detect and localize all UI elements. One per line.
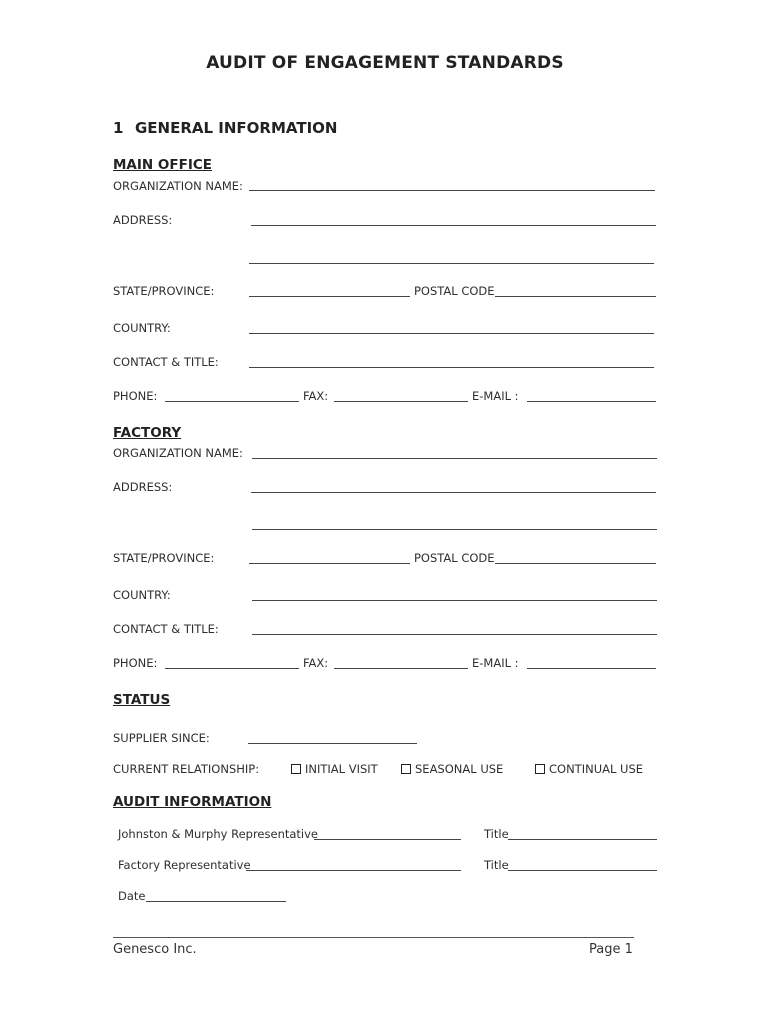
date-field[interactable] <box>146 901 286 902</box>
main-office-country-field[interactable] <box>249 333 654 334</box>
main-office-organization-name-label: ORGANIZATION NAME: <box>113 179 243 193</box>
title-label-1: Title <box>484 827 509 841</box>
jm-representative-label: Johnston & Murphy Representative <box>118 827 318 841</box>
date-label: Date <box>118 889 146 903</box>
factory-email-field[interactable] <box>527 668 656 669</box>
footer-company: Genesco Inc. <box>113 942 197 957</box>
main-office-state-province-label: STATE/PROVINCE: <box>113 284 215 298</box>
seasonal-use-label: SEASONAL USE <box>415 762 504 776</box>
factory-postal-code-label: POSTAL CODE <box>414 551 495 565</box>
factory-state-province-field[interactable] <box>249 563 410 564</box>
continual-use-checkbox[interactable] <box>535 764 545 774</box>
main-office-fax-label: FAX: <box>303 389 329 403</box>
main-office-state-province-field[interactable] <box>249 296 410 297</box>
main-office-address-label: ADDRESS: <box>113 213 173 227</box>
factory-organization-name-field[interactable] <box>252 458 657 459</box>
factory-fax-label: FAX: <box>303 656 329 670</box>
factory-postal-code-field[interactable] <box>495 563 656 564</box>
seasonal-use-checkbox[interactable] <box>401 764 411 774</box>
factory-representative-title-field[interactable] <box>508 870 657 871</box>
title-label-2: Title <box>484 858 509 872</box>
footer-page-number: Page 1 <box>589 942 633 957</box>
main-office-email-label: E-MAIL : <box>472 389 519 403</box>
factory-address-line-1-field[interactable] <box>251 492 656 493</box>
jm-representative-field[interactable] <box>314 839 461 840</box>
main-office-heading: MAIN OFFICE <box>113 157 212 173</box>
factory-contact-title-label: CONTACT & TITLE: <box>113 622 219 636</box>
factory-country-field[interactable] <box>252 600 657 601</box>
factory-heading: FACTORY <box>113 425 182 441</box>
initial-visit-label: INITIAL VISIT <box>305 762 378 776</box>
factory-organization-name-label: ORGANIZATION NAME: <box>113 446 243 460</box>
main-office-phone-field[interactable] <box>165 401 299 402</box>
factory-country-label: COUNTRY: <box>113 588 171 602</box>
current-relationship-label: CURRENT RELATIONSHIP: <box>113 762 260 776</box>
supplier-since-label: SUPPLIER SINCE: <box>113 731 210 745</box>
initial-visit-option[interactable] <box>291 762 378 776</box>
continual-use-option[interactable] <box>535 762 643 776</box>
main-office-country-label: COUNTRY: <box>113 321 171 335</box>
factory-state-province-label: STATE/PROVINCE: <box>113 551 215 565</box>
factory-address-line-2-field[interactable] <box>252 529 657 530</box>
factory-representative-label: Factory Representative <box>118 858 251 872</box>
main-office-contact-title-field[interactable] <box>249 367 654 368</box>
main-office-address-line-1-field[interactable] <box>251 225 656 226</box>
main-office-phone-label: PHONE: <box>113 389 158 403</box>
main-office-contact-title-label: CONTACT & TITLE: <box>113 355 219 369</box>
continual-use-label: CONTINUAL USE <box>549 762 644 776</box>
main-office-postal-code-field[interactable] <box>495 296 656 297</box>
section-number: 1 <box>113 119 124 137</box>
factory-representative-field[interactable] <box>246 870 461 871</box>
status-heading: STATUS <box>113 692 171 708</box>
footer-divider <box>113 937 634 938</box>
factory-phone-field[interactable] <box>165 668 299 669</box>
main-office-fax-field[interactable] <box>334 401 468 402</box>
supplier-since-field[interactable] <box>248 743 417 744</box>
main-office-organization-name-field[interactable] <box>249 190 655 191</box>
audit-information-heading: AUDIT INFORMATION <box>113 794 272 810</box>
main-office-address-line-2-field[interactable] <box>249 263 654 264</box>
main-office-postal-code-label: POSTAL CODE <box>414 284 495 298</box>
factory-contact-title-field[interactable] <box>252 634 657 635</box>
section-heading: GENERAL INFORMATION <box>135 119 338 137</box>
jm-representative-title-field[interactable] <box>508 839 657 840</box>
factory-fax-field[interactable] <box>334 668 468 669</box>
main-office-email-field[interactable] <box>527 401 656 402</box>
factory-email-label: E-MAIL : <box>472 656 519 670</box>
initial-visit-checkbox[interactable] <box>291 764 301 774</box>
factory-address-label: ADDRESS: <box>113 480 173 494</box>
document-title: AUDIT OF ENGAGEMENT STANDARDS <box>206 53 564 73</box>
seasonal-use-option[interactable] <box>401 762 503 776</box>
factory-phone-label: PHONE: <box>113 656 158 670</box>
